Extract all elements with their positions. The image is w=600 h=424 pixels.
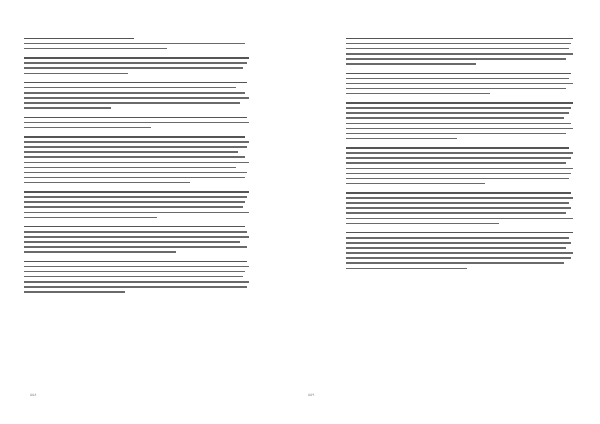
right-page [300, 0, 600, 424]
text-line [24, 250, 254, 255]
text-line [346, 266, 578, 271]
paragraph [346, 145, 578, 186]
text-line [24, 125, 254, 130]
paragraph [24, 80, 254, 111]
paragraph [24, 224, 254, 255]
paragraph [24, 134, 254, 185]
paragraph [346, 71, 578, 96]
text-line [346, 136, 578, 141]
paragraph [346, 100, 578, 141]
text-line [24, 215, 254, 220]
text-line [346, 91, 578, 96]
text-line [24, 106, 254, 111]
paragraph [24, 189, 254, 220]
paragraph [346, 36, 578, 67]
paragraph [24, 55, 254, 75]
left-text-block [24, 36, 254, 299]
text-line [346, 181, 578, 186]
text-line [24, 289, 254, 294]
paragraph [346, 230, 578, 271]
text-line [24, 46, 254, 51]
text-line [24, 71, 254, 76]
paragraph [24, 36, 254, 51]
left-page-number: ٥٥٨ [30, 392, 37, 397]
text-line [346, 61, 578, 66]
text-line [346, 221, 578, 226]
paragraph [346, 190, 578, 226]
paragraph [24, 115, 254, 130]
right-page-number: ٥٥٩ [308, 392, 315, 397]
paragraph [24, 259, 254, 295]
text-line [24, 180, 254, 185]
right-text-block [346, 36, 578, 275]
